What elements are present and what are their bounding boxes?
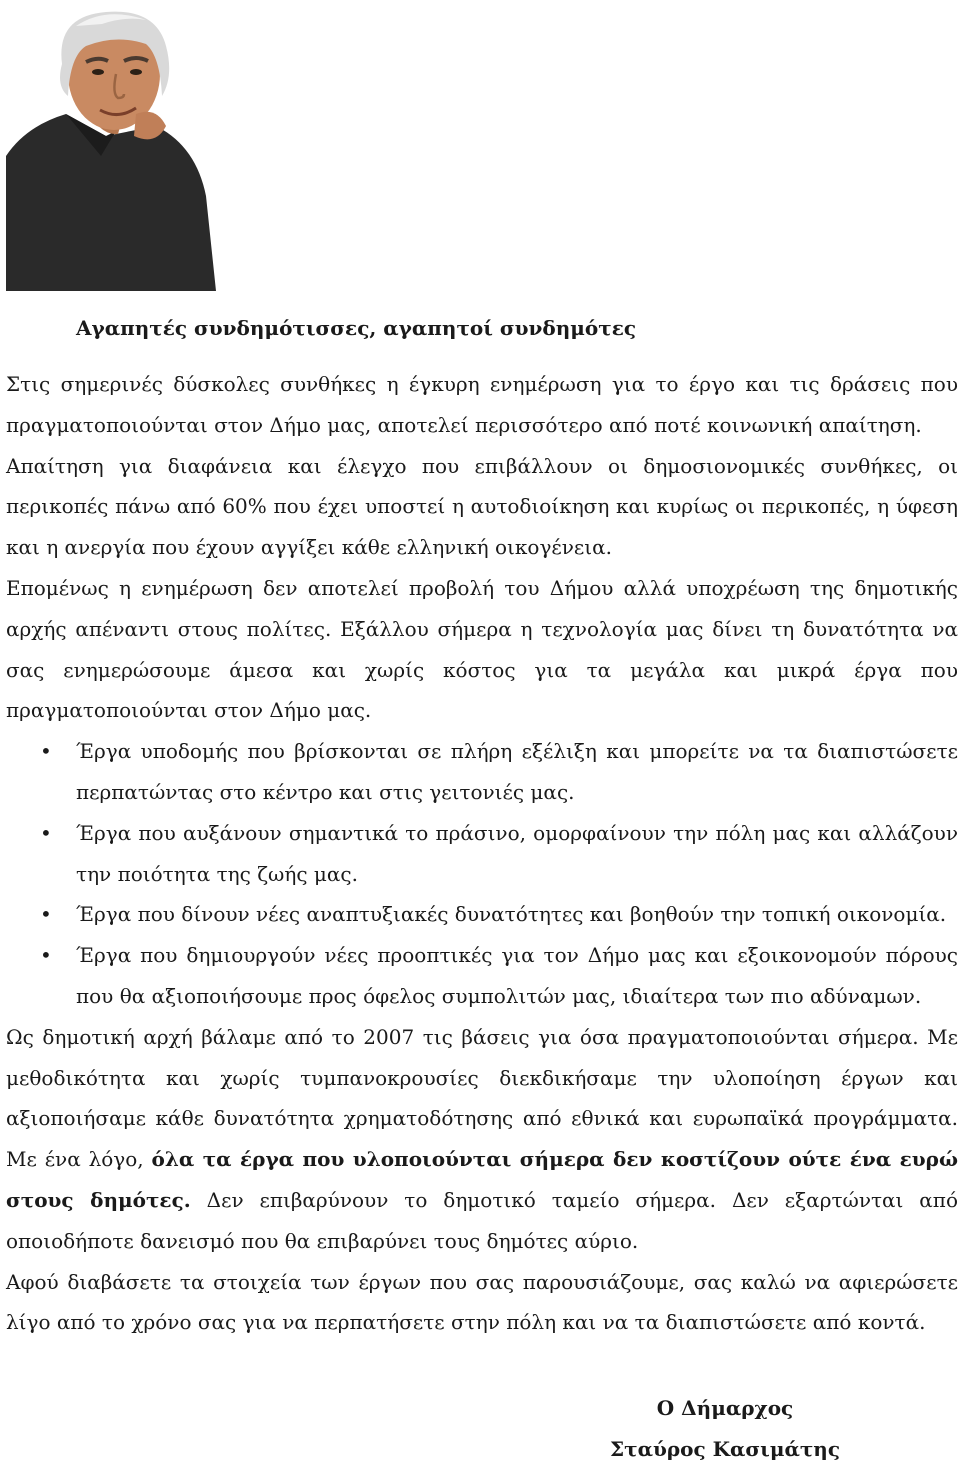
list-item: [6, 813, 958, 895]
greeting-heading: Αγαπητές συνδημότισσες, αγαπητοί συνδημότες: [76, 316, 637, 340]
mayor-portrait: [6, 6, 222, 291]
bullet-icon: •: [40, 902, 52, 927]
intro-paragraph: Στις σημερινές δύσκολες συνθήκες η έγκυρη ενημέρωση για το έργο και τις δράσεις που πραγματοποιούνται στον Δήμο μας, αποτελεί περισσότερο από ποτέ κοινωνική απαίτηση.: [6, 372, 958, 437]
funding-lead: Ως δημοτική αρχή βάλαμε από το 2007 τις βάσεις για όσα πραγματοποιούνται σήμερα. Με μεθοδικότητα και χωρίς τυμπανοκρουσίες διεκδικήσαμε την υλοποίηση έργων και αξιοποιήσαμε κάθε δυνατότητα χρηματοδότησης από εθνικά και ευρωπαϊκά προγράμματα. Με ένα λόγο,: [6, 1024, 958, 1172]
mayor-portrait-illustration: [6, 6, 222, 291]
projects-list: [6, 731, 958, 1017]
funding-paragraph: [6, 1017, 958, 1262]
information-paragraph: Επομένως η ενημέρωση δεν αποτελεί προβολή του Δήμου αλλά υποχρέωση της δημοτικής αρχής απέναντι στους πολίτες. Εξάλλου σήμερα η τεχνολογία μας δίνει τη δυνατότητα να σας ενημερώσουμε άμεσα και χωρίς κόστος για τα μεγάλα και μικρά έργα που πραγματοποιούνται στον Δήμο μας.: [6, 575, 958, 723]
bullet-icon: •: [40, 943, 52, 968]
bullet-icon: •: [40, 739, 52, 764]
list-item-text: Έργα που δημιουργούν νέες προοπτικές για τον Δήμο μας και εξοικονομούν πόρους που θα αξιοποιήσουμε προς όφελος συμπολιτών μας, ιδιαίτερα των πιο αδύναμων.: [76, 943, 958, 1008]
bullet-icon: •: [40, 820, 52, 845]
demand-paragraph: Απαίτηση για διαφάνεια και έλεγχο που επιβάλλουν οι δημοσιονομικές συνθήκες, οι περικοπές πάνω από 60% που έχει υποστεί η αυτοδιοίκηση και κυρίως οι περικοπές, η ύφεση και η ανεργία που έχουν αγγίξει κάθε ελληνική οικογένεια.: [6, 453, 958, 560]
list-item-text: Έργα που αυξάνουν σημαντικά το πράσινο, ομορφαίνουν την πόλη μας και αλλάζουν την ποιότητα της ζωής μας.: [76, 820, 958, 886]
signature-name: Σταύρος Κασιμάτης: [609, 1436, 841, 1461]
funding-emphasis: όλα τα έργα που υλοποιούνται σήμερα δεν κοστίζουν ούτε ένα ευρώ στους δημότες.: [6, 1147, 958, 1212]
list-item: [6, 894, 958, 935]
signature-block: [560, 1388, 890, 1470]
signature-title: Ο Δήμαρχος: [656, 1396, 794, 1420]
list-item: [6, 935, 958, 1017]
list-item-text: Έργα που δίνουν νέες αναπτυξιακές δυνατότητες και βοηθούν την τοπική οικονομία.: [76, 902, 947, 927]
letter-body: [6, 364, 958, 1343]
closing-paragraph: Αφού διαβάσετε τα στοιχεία των έργων που σας παρουσιάζουμε, σας καλώ να αφιερώσετε λίγο από το χρόνο σας για να περπατήσετε στην πόλη και να τα διαπιστώσετε από κοντά.: [6, 1269, 958, 1335]
list-item-text: Έργα υποδομής που βρίσκονται σε πλήρη εξέλιξη και μπορείτε να τα διαπιστώσετε περπατώντας στο κέντρο και στις γειτονιές μας.: [76, 739, 958, 804]
list-item: [6, 731, 958, 813]
funding-tail: Δεν επιβαρύνουν το δημοτικό ταμείο σήμερα. Δεν εξαρτώνται από οποιοδήποτε δανεισμό που θα επιβαρύνει τους δημότες αύριο.: [6, 1187, 958, 1253]
